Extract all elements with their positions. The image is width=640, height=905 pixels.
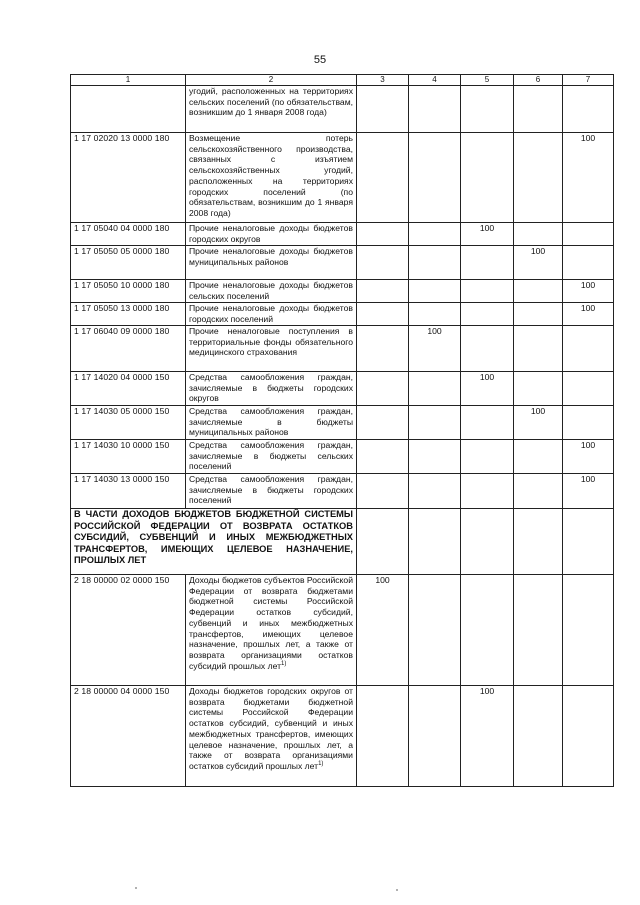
share-col3 — [357, 686, 409, 787]
page-number: 55 — [313, 54, 327, 66]
share-col6 — [514, 280, 563, 303]
income-description: Прочие неналоговые доходы бюджетов городских поселений — [186, 303, 357, 326]
share-col5 — [461, 246, 514, 280]
empty-cell — [514, 509, 563, 575]
share-col6: 100 — [514, 406, 563, 440]
table-row — [71, 326, 614, 372]
kbk-code: 1 17 14030 13 0000 150 — [71, 474, 186, 509]
share-col7 — [563, 246, 614, 280]
col-header-1: 1 — [71, 75, 186, 86]
share-col3 — [357, 303, 409, 326]
income-description: Прочие неналоговые доходы бюджетов сельских поселений — [186, 280, 357, 303]
share-col4 — [409, 575, 461, 686]
col-header-6: 6 — [514, 75, 563, 86]
share-col7 — [563, 326, 614, 372]
share-col5 — [461, 406, 514, 440]
income-description: Средства самообложения граждан, зачисляемые в бюджеты городских округов — [186, 372, 357, 406]
table-row — [71, 372, 614, 406]
share-col6 — [514, 372, 563, 406]
share-col7: 100 — [563, 133, 614, 223]
section-heading: В ЧАСТИ ДОХОДОВ БЮДЖЕТОВ БЮДЖЕТНОЙ СИСТЕМЫ РОССИЙСКОЙ ФЕДЕРАЦИИ ОТ ВОЗВРАТА ОСТАТКОВ СУБСИДИЙ, СУБВЕНЦИЙ И ИНЫХ МЕЖБЮДЖЕТНЫХ ТРАНСФЕРТОВ, ИМЕЮЩИХ ЦЕЛЕВОЕ НАЗНАЧЕНИЕ, ПРОШЛЫХ ЛЕТ — [71, 509, 357, 575]
kbk-code — [71, 86, 186, 133]
share-col5: 100 — [461, 223, 514, 246]
share-col5 — [461, 440, 514, 474]
share-col6 — [514, 326, 563, 372]
column-number-row — [71, 75, 614, 86]
share-col6 — [514, 133, 563, 223]
share-col4 — [409, 133, 461, 223]
table-row — [71, 406, 614, 440]
share-col4 — [409, 372, 461, 406]
share-col5 — [461, 280, 514, 303]
share-col6 — [514, 474, 563, 509]
share-col4 — [409, 246, 461, 280]
empty-cell — [461, 509, 514, 575]
table-row — [71, 86, 614, 133]
share-col4: 100 — [409, 326, 461, 372]
empty-cell — [357, 509, 409, 575]
share-col3 — [357, 223, 409, 246]
income-description: Прочие неналоговые доходы бюджетов муниципальных районов — [186, 246, 357, 280]
table-row — [71, 474, 614, 509]
income-description: Средства самообложения граждан, зачисляемые в бюджеты сельских поселений — [186, 440, 357, 474]
share-col6 — [514, 86, 563, 133]
kbk-code: 1 17 14020 04 0000 150 — [71, 372, 186, 406]
income-description: Возмещение потерь сельскохозяйственного производства, связанных с изъятием сельскохозяйственных угодий, расположенных на территориях городских поселений (по обязательствам, возникшим до 1 января 2008 года) — [186, 133, 357, 223]
empty-cell — [409, 509, 461, 575]
share-col3 — [357, 406, 409, 440]
share-col5 — [461, 326, 514, 372]
share-col7 — [563, 86, 614, 133]
share-col4 — [409, 474, 461, 509]
income-description: Средства самообложения граждан, зачисляемые в бюджеты муниципальных районов — [186, 406, 357, 440]
footnote-mark: 1) — [318, 761, 324, 768]
share-col3 — [357, 372, 409, 406]
share-col6 — [514, 440, 563, 474]
description-text: Доходы бюджетов субъектов Российской Федерации от возврата бюджетами бюджетной системы Российской Федерации остатков субсидий, субвенций и иных межбюджетных трансфертов, имеющих целевое назначение, прошлых лет, а также от возврата организациями остатков субсидий прошлых лет — [189, 575, 353, 671]
kbk-code: 1 17 06040 09 0000 180 — [71, 326, 186, 372]
kbk-code: 1 17 02020 13 0000 180 — [71, 133, 186, 223]
col-header-5: 5 — [461, 75, 514, 86]
income-description — [186, 575, 357, 686]
share-col5: 100 — [461, 686, 514, 787]
table-row — [71, 280, 614, 303]
income-description: Средства самообложения граждан, зачисляемые в бюджеты городских поселений — [186, 474, 357, 509]
kbk-code: 2 18 00000 02 0000 150 — [71, 575, 186, 686]
footnote-mark: 1) — [281, 660, 287, 667]
scan-speck — [135, 887, 137, 889]
share-col3 — [357, 133, 409, 223]
share-col6 — [514, 686, 563, 787]
share-col3 — [357, 326, 409, 372]
share-col6 — [514, 575, 563, 686]
kbk-code: 2 18 00000 04 0000 150 — [71, 686, 186, 787]
share-col5 — [461, 86, 514, 133]
kbk-code: 1 17 05050 05 0000 180 — [71, 246, 186, 280]
table-row — [71, 246, 614, 280]
share-col7 — [563, 406, 614, 440]
income-description — [186, 686, 357, 787]
share-col4 — [409, 440, 461, 474]
description-text: Доходы бюджетов городских округов от возврата бюджетами бюджетной системы Российской Федерации остатков субсидий, субвенций и иных межбюджетных трансфертов, имеющих целевое назначение, прошлых лет, а также от возврата организациями остатков субсидий прошлых лет — [189, 686, 353, 771]
share-col5 — [461, 474, 514, 509]
table-row — [71, 575, 614, 686]
share-col6 — [514, 223, 563, 246]
share-col4 — [409, 406, 461, 440]
scan-speck — [396, 889, 398, 891]
share-col7: 100 — [563, 474, 614, 509]
kbk-code: 1 17 14030 10 0000 150 — [71, 440, 186, 474]
share-col5 — [461, 575, 514, 686]
share-col3: 100 — [357, 575, 409, 686]
share-col4 — [409, 86, 461, 133]
share-col3 — [357, 474, 409, 509]
col-header-7: 7 — [563, 75, 614, 86]
share-col4 — [409, 223, 461, 246]
table-row — [71, 686, 614, 787]
section-row — [71, 509, 614, 575]
share-col4 — [409, 303, 461, 326]
table-row — [71, 133, 614, 223]
share-col7 — [563, 372, 614, 406]
income-description: угодий, расположенных на территориях сельских поселений (по обязательствам, возникшим до 1 января 2008 года) — [186, 86, 357, 133]
share-col7 — [563, 686, 614, 787]
col-header-3: 3 — [357, 75, 409, 86]
share-col3 — [357, 280, 409, 303]
income-description: Прочие неналоговые доходы бюджетов городских округов — [186, 223, 357, 246]
table-row — [71, 223, 614, 246]
share-col4 — [409, 686, 461, 787]
share-col3 — [357, 246, 409, 280]
share-col6 — [514, 303, 563, 326]
kbk-code: 1 17 05040 04 0000 180 — [71, 223, 186, 246]
col-header-4: 4 — [409, 75, 461, 86]
share-col5 — [461, 303, 514, 326]
share-col3 — [357, 86, 409, 133]
kbk-code: 1 17 05050 10 0000 180 — [71, 280, 186, 303]
share-col5: 100 — [461, 372, 514, 406]
kbk-code: 1 17 05050 13 0000 180 — [71, 303, 186, 326]
income-description: Прочие неналоговые поступления в территориальные фонды обязательного медицинского страхования — [186, 326, 357, 372]
share-col7 — [563, 223, 614, 246]
share-col7: 100 — [563, 303, 614, 326]
table-row — [71, 440, 614, 474]
col-header-2: 2 — [186, 75, 357, 86]
share-col7 — [563, 575, 614, 686]
empty-cell — [563, 509, 614, 575]
share-col3 — [357, 440, 409, 474]
revenue-distribution-table — [70, 74, 614, 787]
share-col7: 100 — [563, 280, 614, 303]
share-col6: 100 — [514, 246, 563, 280]
share-col7: 100 — [563, 440, 614, 474]
table-row — [71, 303, 614, 326]
share-col4 — [409, 280, 461, 303]
kbk-code: 1 17 14030 05 0000 150 — [71, 406, 186, 440]
share-col5 — [461, 133, 514, 223]
